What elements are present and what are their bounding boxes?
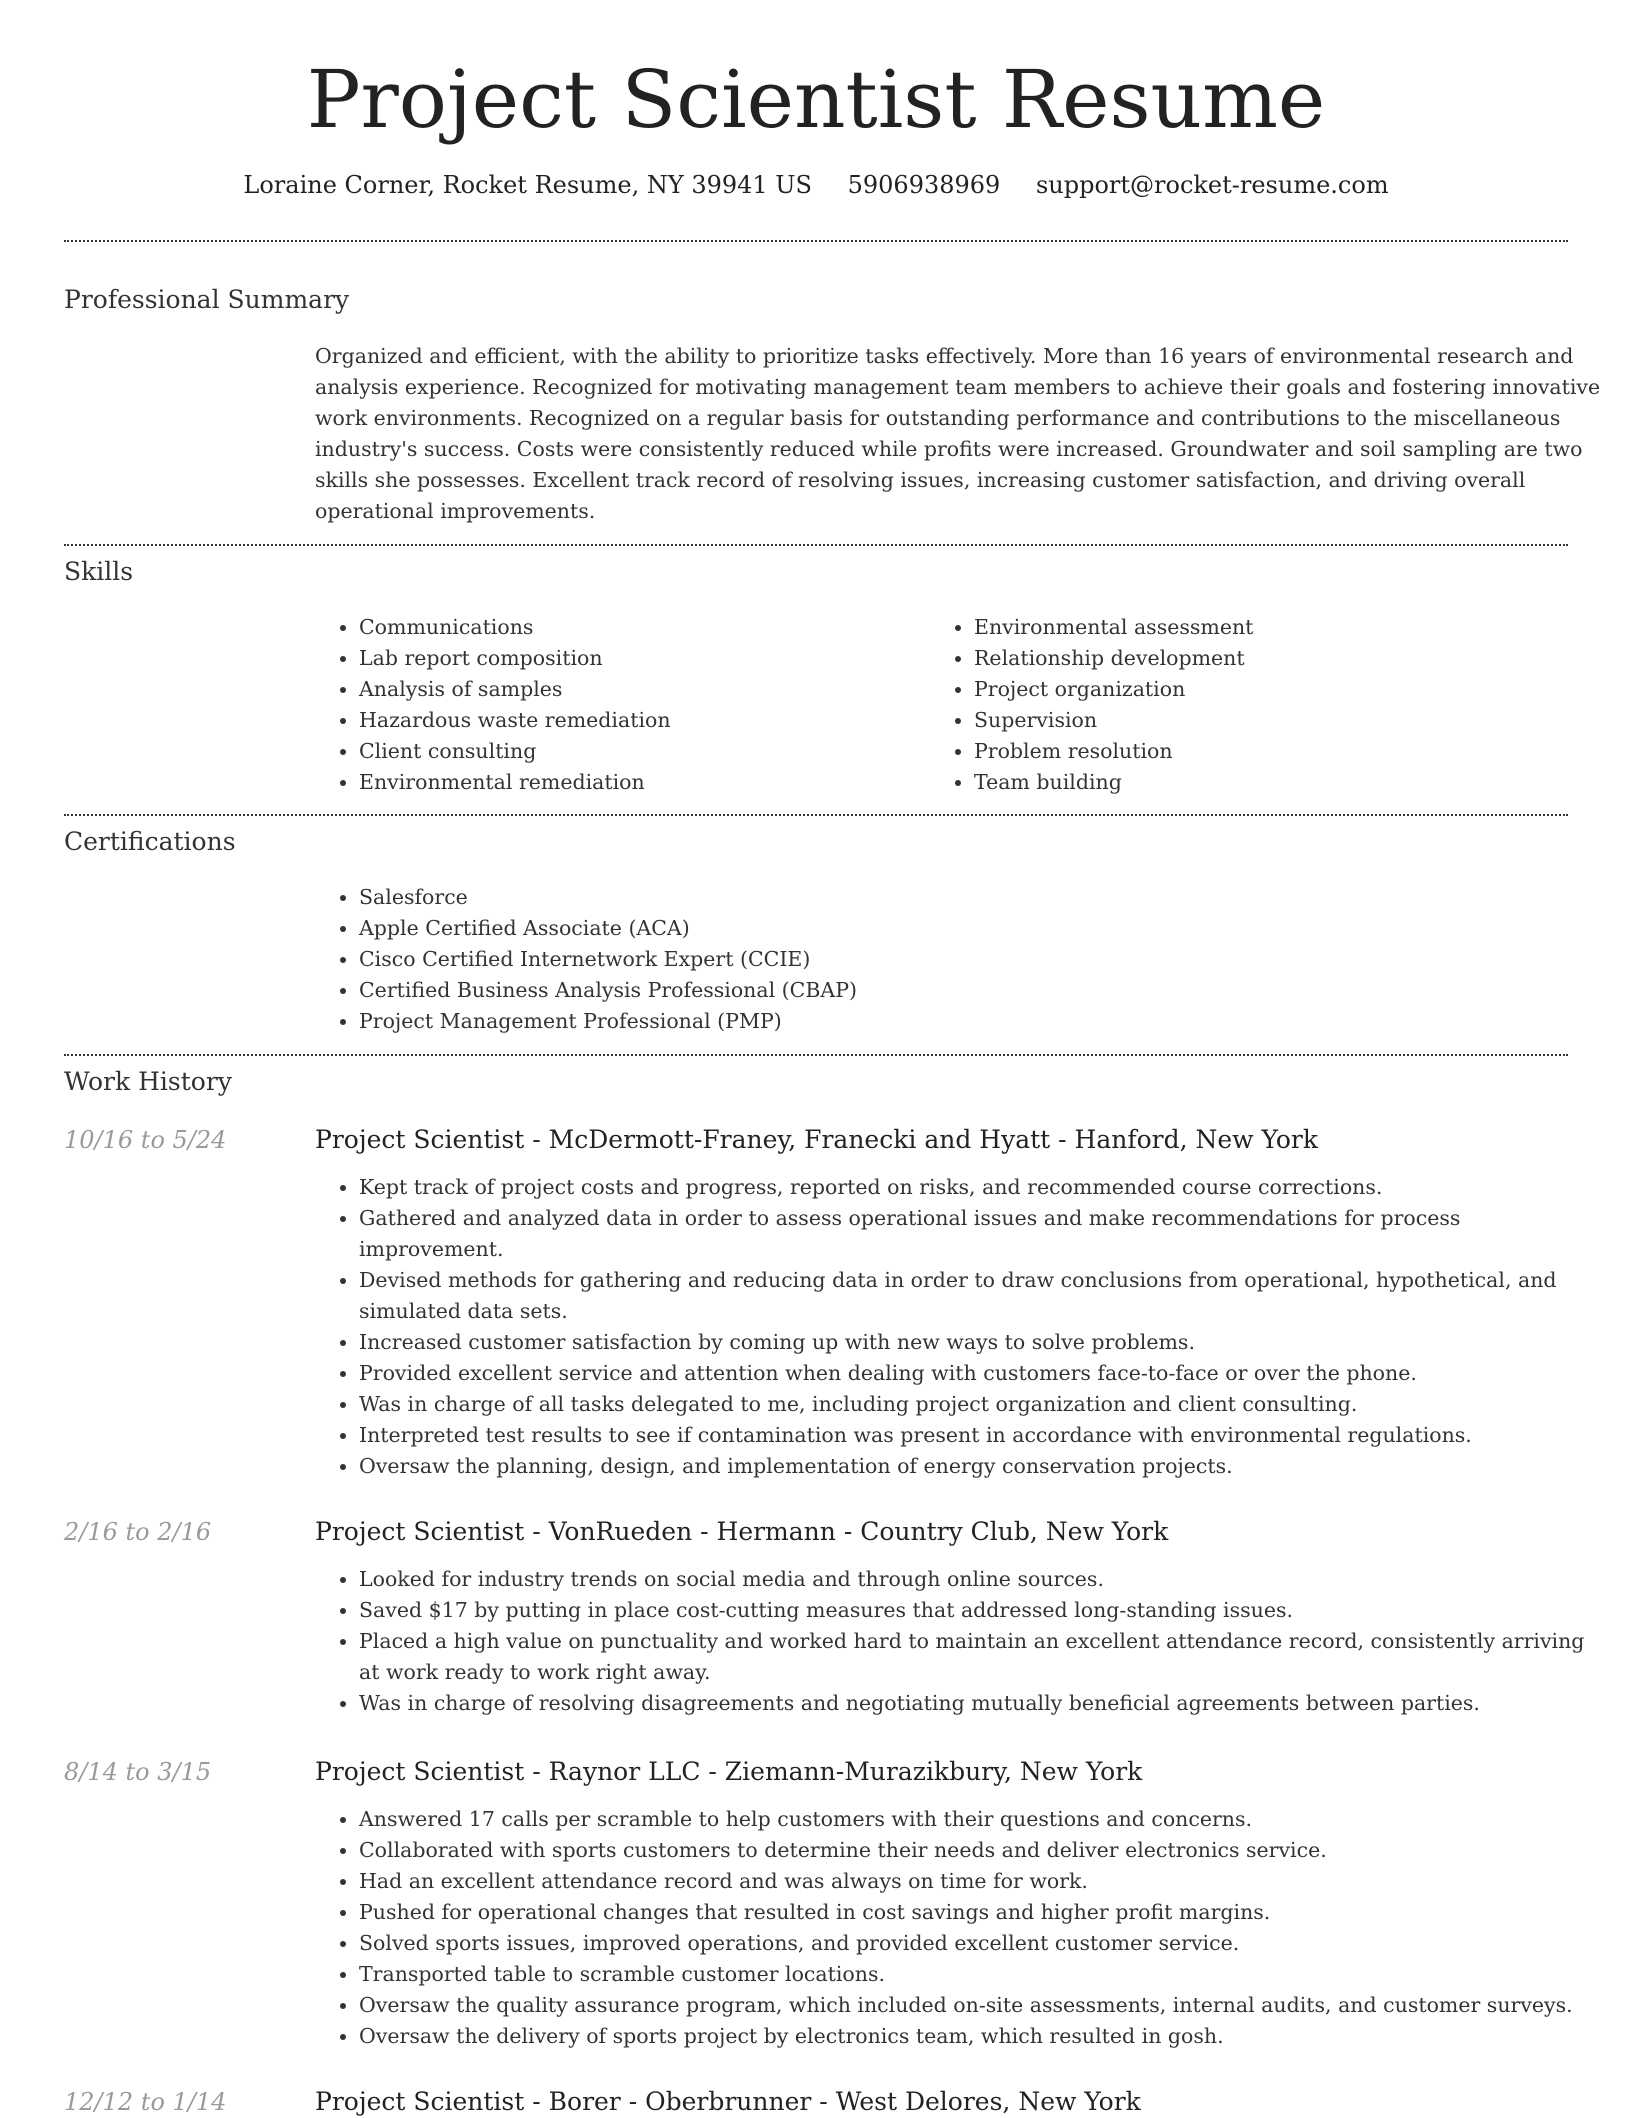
- contact-address: Loraine Corner, Rocket Resume, NY 39941 US: [243, 171, 812, 199]
- certifications-heading: Certifications: [64, 827, 236, 856]
- job-dates: 10/16 to 5/24: [64, 1126, 227, 1154]
- job-bullet: • Provided excellent service and attention when dealing with customers face-to-face or over the phone.: [359, 1358, 1605, 1389]
- certification-item: • Salesforce: [359, 882, 1515, 913]
- divider: [64, 544, 1568, 546]
- divider: [64, 1054, 1568, 1056]
- certification-item: • Cisco Certified Internetwork Expert (CCIE): [359, 944, 1515, 975]
- job-bullet: • Looked for industry trends on social media and through online sources.: [359, 1564, 1605, 1595]
- divider: [64, 240, 1568, 242]
- certifications-list: [315, 882, 1515, 1037]
- job-bullet: • Saved $17 by putting in place cost-cutting measures that addressed long-standing issues.: [359, 1595, 1605, 1626]
- skill-item: • Client consulting: [359, 736, 915, 767]
- job-bullet: • Solved sports issues, improved operations, and provided excellent customer service.: [359, 1928, 1605, 1959]
- job-dates: 8/14 to 3/15: [64, 1758, 212, 1786]
- skills-column-left: [315, 612, 915, 798]
- divider: [64, 814, 1568, 816]
- skill-item: • Supervision: [974, 705, 1550, 736]
- contact-phone: 5906938969: [847, 171, 1001, 199]
- certification-item: • Project Management Professional (PMP): [359, 1006, 1515, 1037]
- summary-text: Organized and efficient, with the ability to prioritize tasks effectively. More than 16 years of environmental research and analysis experience. Recognized for motivating management team members to achieve their goals and fostering innovative work environments. Recognized on a regular basis for outstanding performance and contributions to the miscellaneous industry's success. Costs were consistently reduced while profits were increased. Groundwater and soil sampling are two skills she possesses. Excellent track record of resolving issues, increasing customer satisfaction, and driving overall operational improvements.: [315, 344, 1601, 523]
- skill-item: • Problem resolution: [974, 736, 1550, 767]
- job-title: Project Scientist - Borer - Oberbrunner - West Delores, New York: [315, 2087, 1141, 2116]
- skill-item: • Hazardous waste remediation: [359, 705, 915, 736]
- job-bullet: • Collaborated with sports customers to determine their needs and deliver electronics service.: [359, 1835, 1605, 1866]
- job-bullets: [315, 1172, 1605, 1482]
- job-bullet: • Was in charge of resolving disagreements and negotiating mutually beneficial agreements between parties.: [359, 1688, 1605, 1719]
- summary-heading: Professional Summary: [64, 285, 350, 314]
- skill-item: • Project organization: [974, 674, 1550, 705]
- job-bullet: • Answered 17 calls per scramble to help customers with their questions and concerns.: [359, 1804, 1605, 1835]
- job-bullet: • Was in charge of all tasks delegated to me, including project organization and client consulting.: [359, 1389, 1605, 1420]
- certification-item: • Apple Certified Associate (ACA): [359, 913, 1515, 944]
- skill-item: • Relationship development: [974, 643, 1550, 674]
- job-bullet: • Oversaw the quality assurance program, which included on-site assessments, internal audits, and customer surveys.: [359, 1990, 1605, 2021]
- job-bullet: • Placed a high value on punctuality and worked hard to maintain an excellent attendance record, consistently arriving at work ready to work right away.: [359, 1626, 1605, 1688]
- job-bullet: • Oversaw the planning, design, and implementation of energy conservation projects.: [359, 1451, 1605, 1482]
- skill-item: • Analysis of samples: [359, 674, 915, 705]
- job-title: Project Scientist - VonRueden - Hermann - Country Club, New York: [315, 1517, 1169, 1546]
- job-bullet: • Devised methods for gathering and reducing data in order to draw conclusions from operational, hypothetical, and simulated data sets.: [359, 1265, 1605, 1327]
- job-dates: 12/12 to 1/14: [64, 2088, 227, 2116]
- job-title: Project Scientist - McDermott-Franey, Franecki and Hyatt - Hanford, New York: [315, 1125, 1318, 1154]
- job-bullet: • Gathered and analyzed data in order to assess operational issues and make recommendations for process improvement.: [359, 1203, 1605, 1265]
- job-bullet: • Pushed for operational changes that resulted in cost savings and higher profit margins.: [359, 1897, 1605, 1928]
- skill-item: • Communications: [359, 612, 915, 643]
- contact-email: support@rocket-resume.com: [1035, 171, 1389, 199]
- skill-item: • Lab report composition: [359, 643, 915, 674]
- certification-item: • Certified Business Analysis Professional (CBAP): [359, 975, 1515, 1006]
- skill-item: • Environmental remediation: [359, 767, 915, 798]
- job-bullet: • Transported table to scramble customer locations.: [359, 1959, 1605, 1990]
- resume-title: Project Scientist Resume: [306, 53, 1326, 146]
- job-bullet: • Had an excellent attendance record and was always on time for work.: [359, 1866, 1605, 1897]
- skill-item: • Environmental assessment: [974, 612, 1550, 643]
- job-bullets: [315, 1564, 1605, 1719]
- job-dates: 2/16 to 2/16: [64, 1518, 212, 1546]
- job-bullets: [315, 1804, 1605, 2052]
- job-bullet: • Oversaw the delivery of sports project by electronics team, which resulted in gosh.: [359, 2021, 1605, 2052]
- job-bullet: • Interpreted test results to see if contamination was present in accordance with environmental regulations.: [359, 1420, 1605, 1451]
- skill-item: • Team building: [974, 767, 1550, 798]
- job-bullet: • Increased customer satisfaction by coming up with new ways to solve problems.: [359, 1327, 1605, 1358]
- contact-line: [64, 170, 1568, 200]
- skills-heading: Skills: [64, 557, 134, 586]
- skills-column-right: [930, 612, 1550, 798]
- job-title: Project Scientist - Raynor LLC - Ziemann-Murazikbury, New York: [315, 1757, 1143, 1786]
- job-bullet: • Kept track of project costs and progress, reported on risks, and recommended course corrections.: [359, 1172, 1605, 1203]
- work-history-heading: Work History: [64, 1067, 232, 1096]
